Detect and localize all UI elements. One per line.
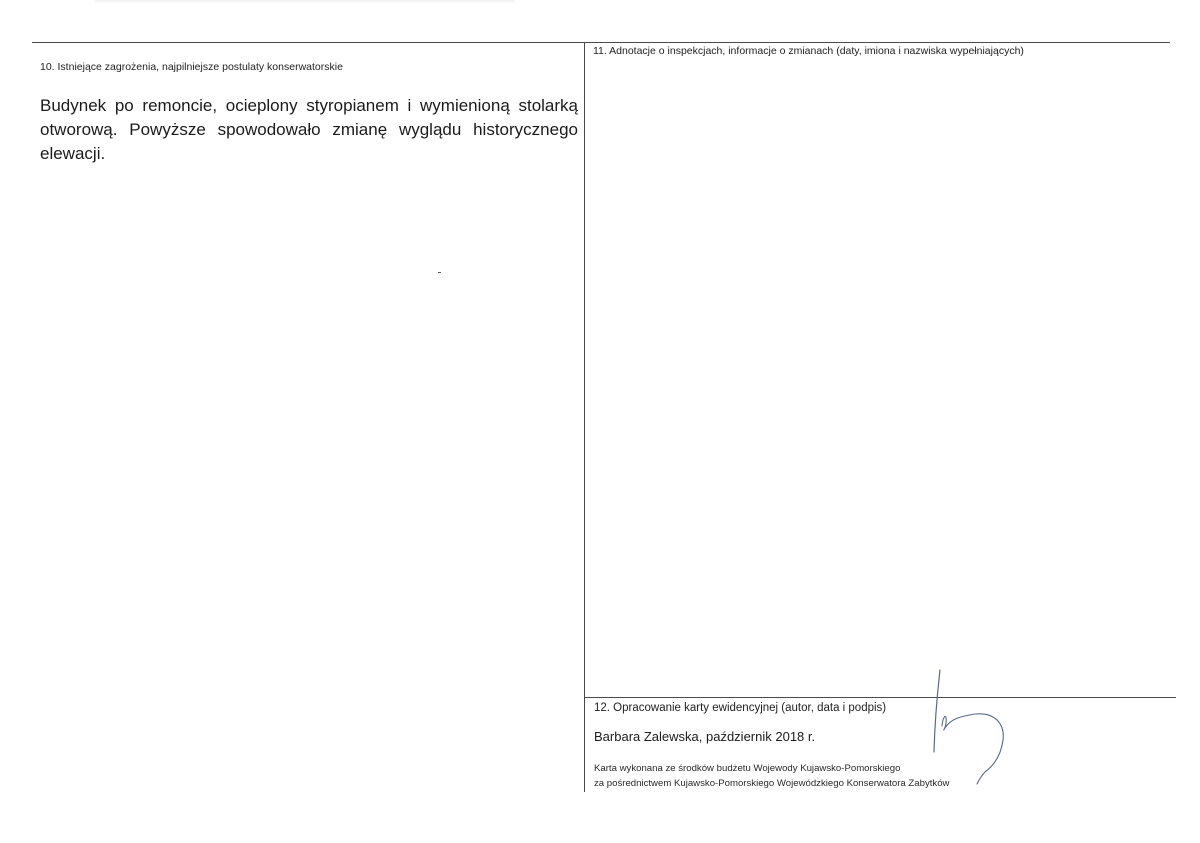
funding-line-2: za pośrednictwem Kujawsko-Pomorskiego Wojewódzkiego Konserwatora Zabytków (594, 778, 950, 789)
section-12-label: 12. Opracowanie karty ewidencyjnej (autor, data i podpis) (594, 702, 887, 714)
funding-note (594, 761, 949, 791)
signature (925, 668, 1015, 788)
section-10-label: 10. Istniejące zagrożenia, najpilniejsze postulaty konserwatorskie (40, 61, 343, 73)
section-10-content: Budynek po remoncie, ocieplony styropianem i wymienioną stolarką otworową. Powyższe spowodowało zmianę wyglądu historycznego elewacji. (40, 96, 578, 163)
funding-line-1: Karta wykonana ze środków budżetu Wojewody Kujawsko-Pomorskiego (594, 763, 901, 774)
column-divider (584, 42, 585, 792)
section-11-label: 11. Adnotacje o inspekcjach, informacje o zmianach (daty, imiona i nazwiska wypełniających) (593, 45, 1024, 57)
top-rule (32, 42, 1170, 43)
author-line: Barbara Zalewska, październik 2018 r. (594, 729, 816, 744)
section-12-rule (585, 697, 1176, 698)
signature-drawing (925, 668, 1015, 788)
scan-artifact (95, 0, 515, 4)
scan-speck (438, 272, 441, 273)
